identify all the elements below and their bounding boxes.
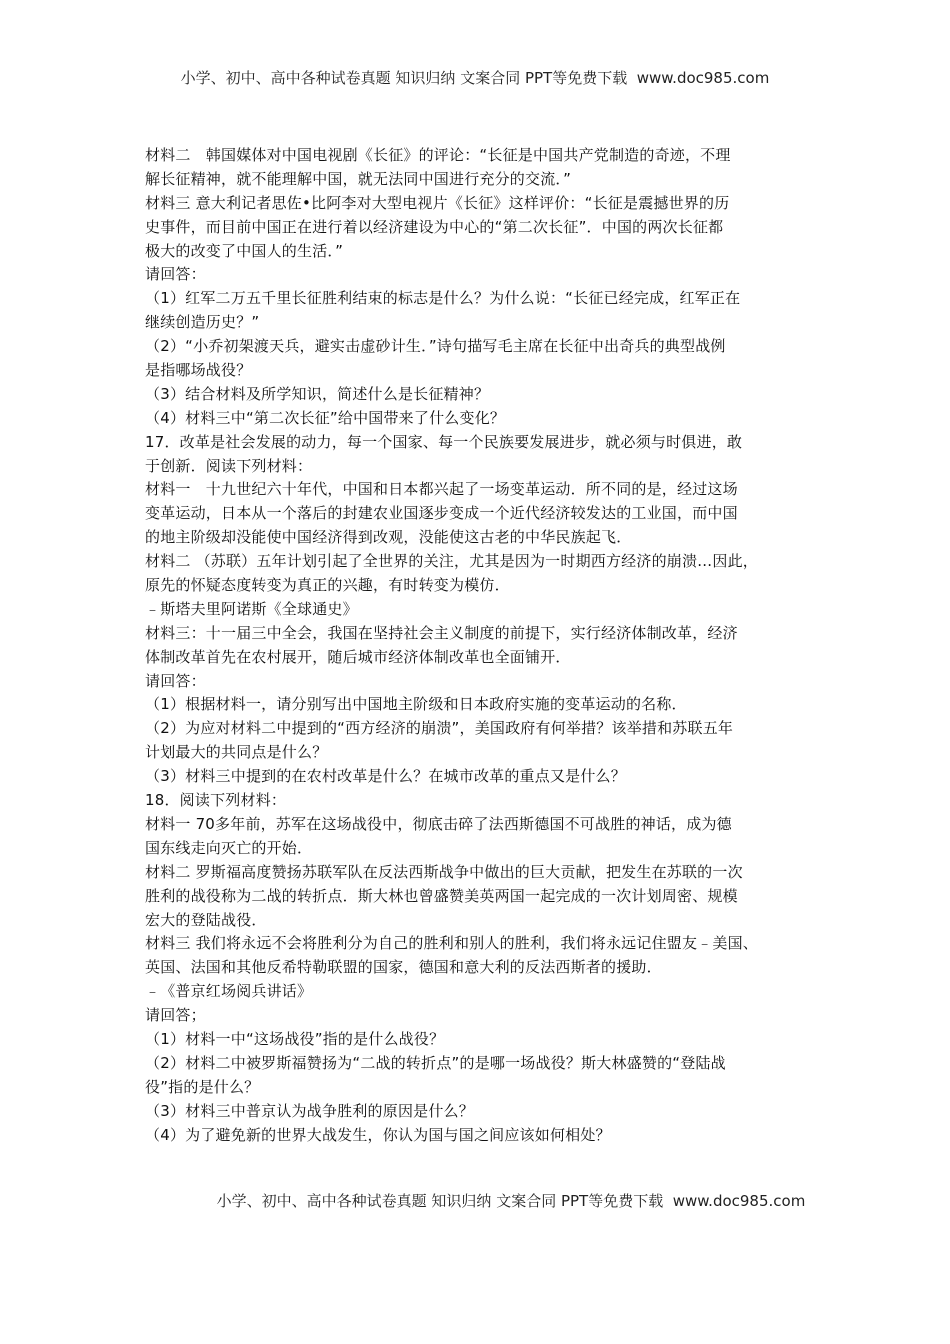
text-line: （3）材料三中普京认为战争胜利的原因是什么？ (145, 1101, 474, 1120)
text-line: 宏大的登陆战役． (145, 910, 267, 929)
text-line: 役”指的是什么？ (145, 1077, 260, 1096)
text-line: （2）“小乔初架渡天兵，避实击虚砂计生．”诗句描写毛主席在长征中出奇兵的典型战例 (145, 337, 726, 356)
text-line: 极大的改变了中国人的生活．” (145, 241, 344, 260)
text-line: 材料二 韩国媒体对中国电视剧《长征》的评论：“长征是中国共产党制造的奇迹，不理 (145, 146, 731, 164)
text-line: （2）为应对材料二中提到的“西方经济的崩溃”，美国政府有何举措？该举措和苏联五年 (145, 719, 734, 738)
text-line: （3）材料三中提到的在农村改革是什么？在城市改革的重点又是什么？ (145, 767, 626, 786)
text-line: 是指哪场战役？ (145, 361, 252, 380)
text-line: 国东线走向灭亡的开始． (145, 838, 313, 857)
text-line: 材料三 我们将永远不会将胜利分为自己的胜利和别人的胜利，我们将永远记住盟友﹣美国、 (145, 934, 758, 953)
document-body (145, 144, 825, 1147)
page-header: 小学、初中、高中各种试卷真题 知识归纳 文案合同 PPT等免费下载 www.doc985.com (180, 69, 770, 87)
text-line: 变革运动，日本从一个落后的封建农业国逐步变成一个近代经济较发达的工业国，而中国 (145, 504, 738, 523)
text-line: 计划最大的共同点是什么？ (145, 743, 328, 762)
page-footer: 小学、初中、高中各种试卷真题 知识归纳 文案合同 PPT等免费下载 www.doc985.com (216, 1192, 806, 1210)
text-line: 材料二 （苏联）五年计划引起了全世界的关注，尤其是因为一时期西方经济的崩溃…因此， (145, 552, 758, 571)
text-line: 材料三 意大利记者思佐•比阿李对大型电视片《长征》这样评价：“长征是震撼世界的历 (145, 193, 730, 212)
text-line: （1）根据材料一，请分别写出中国地主阶级和日本政府实施的变革运动的名称． (145, 695, 687, 714)
text-line: （4）为了避免新的世界大战发生，你认为国与国之间应该如何相处？ (145, 1125, 611, 1144)
text-line: 请回答： (145, 671, 206, 690)
text-line: （1）红军二万五千里长征胜利结束的标志是什么？为什么说：“长征已经完成，红军正在 (145, 289, 741, 308)
text-line: ﹣斯塔夫里阿诺斯《全球通史》 (145, 599, 358, 618)
text-line: （2）材料二中被罗斯福赞扬为“二战的转折点”的是哪一场战役？斯大林盛赞的“登陆战 (145, 1053, 726, 1072)
text-line: （1）材料一中“这场战役”指的是什么战役？ (145, 1029, 445, 1048)
text-line: 英国、法国和其他反希特勒联盟的国家，德国和意大利的反法西斯者的援助． (145, 958, 662, 977)
text-line: 胜利的战役称为二战的转折点．斯大林也曾盛赞美英两国一起完成的一次计划周密、规模 (145, 886, 738, 905)
text-line: 材料二 罗斯福高度赞扬苏联军队在反法西斯战争中做出的巨大贡献，把发生在苏联的一次 (145, 862, 743, 881)
text-line: 于创新．阅读下列材料： (145, 456, 313, 475)
text-line: 17．改革是社会发展的动力，每一个国家、每一个民族要发展进步，就必须与时俱进，敢 (145, 432, 743, 451)
text-line: 材料三：十一届三中全会，我国在坚持社会主义制度的前提下，实行经济体制改革，经济 (145, 623, 738, 642)
text-line: 继续创造历史？” (145, 313, 260, 332)
text-line: 材料一 十九世纪六十年代，中国和日本都兴起了一场变革运动．所不同的是，经过这场 (145, 480, 738, 499)
text-line: 请回答； (145, 1006, 206, 1025)
text-line: （3）结合材料及所学知识，简述什么是长征精神？ (145, 384, 490, 403)
text-line: 原先的怀疑态度转变为真正的兴趣，有时转变为模仿． (145, 576, 510, 595)
text-line: 18．阅读下列材料： (145, 791, 287, 810)
text-line: 体制改革首先在农村展开，随后城市经济体制改革也全面铺开． (145, 647, 571, 666)
text-line: （4）材料三中“第二次长征”给中国带来了什么变化？ (145, 408, 506, 427)
text-line: 史事件，而目前中国正在进行着以经济建设为中心的“第二次长征”．中国的两次长征都 (145, 217, 724, 236)
text-line: 的地主阶级却没能使中国经济得到改观，没能使这古老的中华民族起飞． (145, 528, 632, 547)
text-line: ﹣《普京红场阅兵讲话》 (145, 982, 313, 1001)
text-line: 材料一 70多年前，苏军在这场战役中，彻底击碎了法西斯德国不可战胜的神话，成为德 (145, 814, 732, 833)
text-line: 解长征精神，就不能理解中国，就无法同中国进行充分的交流．” (145, 169, 572, 188)
text-line: 请回答： (145, 265, 206, 284)
